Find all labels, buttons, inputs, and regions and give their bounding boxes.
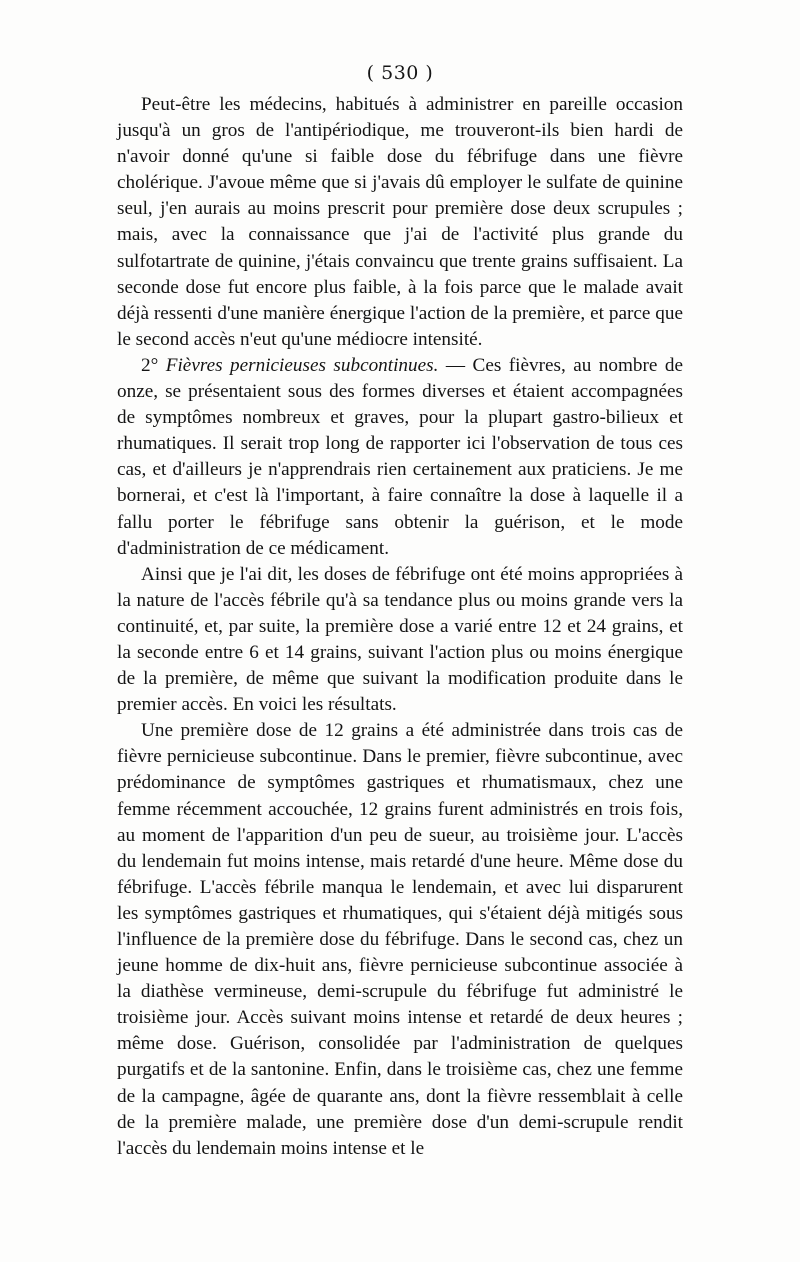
paragraph-4: Une première dose de 12 grains a été administrée dans trois cas de fièvre pernicieuse subcontinue. Dans le premier, fièvre subcontinue, avec prédominance de symptômes gastriques et rhumatismaux, chez une femme récemment accouchée, 12 grains furent administrés en trois fois, au moment de l'apparition d'un peu de sueur, au troisième jour. L'accès du lendemain fut moins intense, mais retardé d'une heure. Même dose du fébrifuge. L'accès fébrile manqua le lendemain, et avec lui disparurent les symptômes gastriques et rhumatiques, qui s'étaient déjà mitigés sous l'influence de la première dose du fébrifuge. Dans le second cas, chez un jeune homme de dix-huit ans, fièvre pernicieuse subcontinue associée à la diathèse vermineuse, demi-scrupule du fébrifuge fut administré le troisième jour. Accès suivant moins intense et retardé de deux heures ; même dose. Guérison, consolidée par l'administration de quelques purgatifs et de la santonine. Enfin, dans le troisième cas, chez une femme de la campagne, âgée de quarante ans, dont la fièvre ressemblait à celle de la première malade, une première dose d'un demi-scrupule rendit l'accès du lendemain moins intense et le xyxy=(117,720,683,1159)
paragraph-2-text: — Ces fièvres, au nombre de onze, se présentaient sous des formes diverses et étaient accompagnées de symptômes nombreux et graves, pour la plupart gastro-bilieux et rhumatiques. Il serait trop long de rapporter ici l'observation de tous ces cas, et d'ailleurs je n'apprendrais rien certainement aux praticiens. Je me bornerai, et c'est là l'important, à faire connaître la dose à laquelle il a fallu porter le fébrifuge sans obtenir la guérison, et le mode d'administration de ce médicament. xyxy=(117,354,683,559)
page-number: ( 530 ) xyxy=(366,62,434,84)
section-heading: Fièvres pernicieuses subcontinues. xyxy=(165,354,439,376)
paragraph-1: Peut-être les médecins, habitués à administrer en pareille occasion jusqu'à un gros de l'antipériodique, me trouveront-ils bien hardi de n'avoir donné qu'une si faible dose du fébrifuge dans une fièvre cholérique. J'avoue même que si j'avais dû employer le sulfate de quinine seul, j'en aurais au moins prescrit pour première dose deux scrupules ; mais, avec la connaissance que j'ai de l'activité plus grande du sulfotartrate de quinine, j'étais convaincu que trente grains suffisaient. La seconde dose fut encore plus faible, à la fois parce que le malade avait déjà ressenti d'une manière énergique l'action de la première, et parce que le second accès n'eut qu'une médiocre intensité. xyxy=(117,94,683,350)
section-number: 2° xyxy=(141,354,159,376)
body-text xyxy=(117,92,683,1162)
paragraph-2 xyxy=(117,353,683,562)
paragraph-3: Ainsi que je l'ai dit, les doses de fébrifuge ont été moins appropriées à la nature de l'accès fébrile qu'à sa tendance plus ou moins grande vers la continuité, et, par suite, la première dose a varié entre 12 et 24 grains, et la seconde entre 6 et 14 grains, suivant l'action plus ou moins énergique de la première, de même que suivant la modification produite dans le premier accès. En voici les résultats. xyxy=(117,563,683,716)
